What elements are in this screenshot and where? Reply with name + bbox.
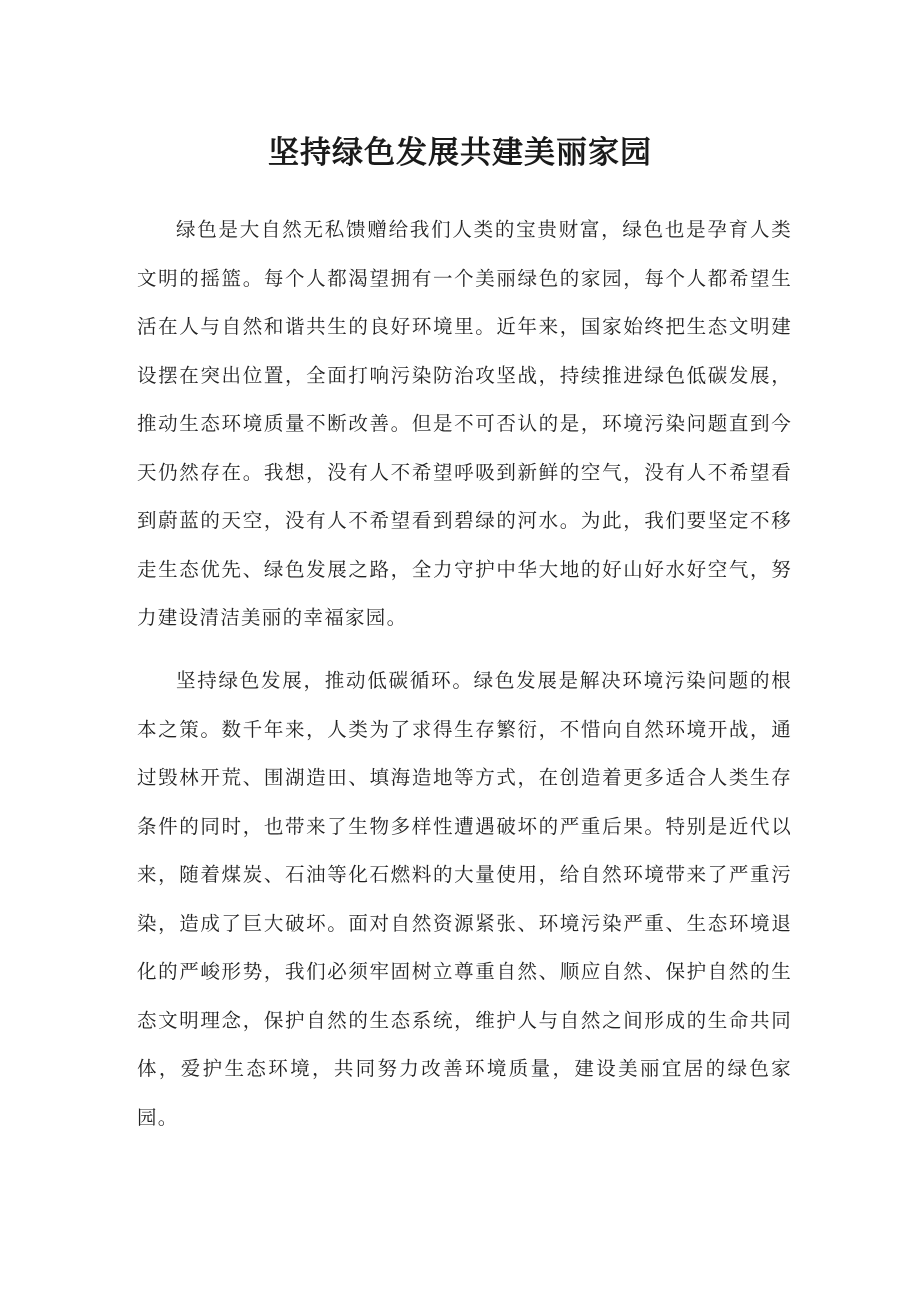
paragraph-1: 绿色是大自然无私馈赠给我们人类的宝贵财富，绿色也是孕育人类文明的摇篮。每个人都渴望拥有一个美丽绿色的家园，每个人都希望生活在人与自然和谐共生的良好环境里。近年来，国家始终把生态文明建设摆在突出位置，全面打响污染防治攻坚战，持续推进绿色低碳发展，推动生态环境质量不断改善。但是不可否认的是，环境污染问题直到今天仍然存在。我想，没有人不希望呼吸到新鲜的空气，没有人不希望看到蔚蓝的天空，没有人不希望看到碧绿的河水。为此，我们要坚定不移走生态优先、绿色发展之路，全力守护中华大地的好山好水好空气，努力建设清洁美丽的幸福家园。 [137,218,792,629]
paragraph-2: 坚持绿色发展，推动低碳循环。绿色发展是解决环境污染问题的根本之策。数千年来，人类为了求得生存繁衍，不惜向自然环境开战，通过毁林开荒、围湖造田、填海造地等方式，在创造着更多适合人类生存条件的同时，也带来了生物多样性遭遇破坏的严重后果。特别是近代以来，随着煤炭、石油等化石燃料的大量使用，给自然环境带来了严重污染，造成了巨大破坏。面对自然资源紧张、环境污染严重、生态环境退化的严峻形势，我们必须牢固树立尊重自然、顺应自然、保护自然的生态文明理念，保护自然的生态系统，维护人与自然之间形成的生命共同体，爱护生态环境，共同努力改善环境质量，建设美丽宜居的绿色家园。 [137,669,792,1129]
document-title: 坚持绿色发展共建美丽家园 [268,135,652,171]
